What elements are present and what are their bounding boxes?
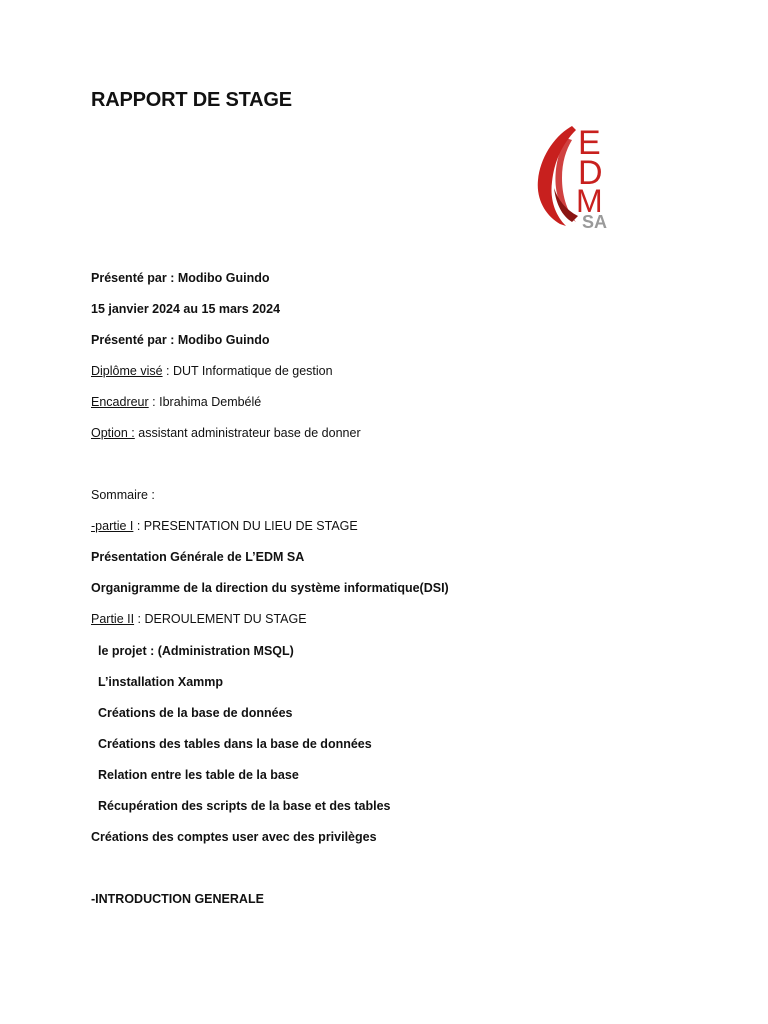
part-1-item: Organigramme de la direction du système informatique(DSI) [91,581,449,595]
part-2-item: Créations de la base de données [98,706,293,720]
document-title: RAPPORT DE STAGE [91,89,292,111]
supervisor-value: : Ibrahima Dembélé [148,395,262,409]
logo-letters-sa: SA [582,212,608,230]
part-1-heading [91,519,358,533]
option-value: assistant administrateur base de donner [134,426,361,440]
part-1-label: -partie I [91,519,134,533]
internship-dates: 15 janvier 2024 au 15 mars 2024 [91,302,281,316]
summary-heading: Sommaire : [91,488,155,502]
part-2-item-last: Créations des comptes user avec des privilèges [91,830,377,844]
logo-letter-d: D [578,154,603,192]
part-2-item: Relation entre les table de la base [98,768,299,782]
diploma-label: Diplôme visé [91,364,163,378]
edm-sa-logo [532,118,628,230]
part-2-item: le projet : (Administration MSQL) [98,644,294,658]
introduction-heading: -INTRODUCTION GENERALE [91,892,264,906]
part-2-item: L’installation Xammp [98,675,224,689]
part-2-item: Récupération des scripts de la base et des tables [98,799,391,813]
option-label: Option : [91,426,135,440]
part-2-title: : DEROULEMENT DU STAGE [134,612,307,626]
part-1-item: Présentation Générale de L’EDM SA [91,550,305,564]
diploma-value: : DUT Informatique de gestion [162,364,333,378]
part-1-title: : PRESENTATION DU LIEU DE STAGE [133,519,358,533]
part-2-item: Créations des tables dans la base de données [98,737,372,751]
presented-by-line: Présenté par : Modibo Guindo [91,271,270,285]
logo-letter-e: E [578,124,601,162]
presented-by-line-2: Présenté par : Modibo Guindo [91,333,270,347]
supervisor-label: Encadreur [91,395,149,409]
supervisor-line [91,395,261,409]
part-2-heading [91,612,307,626]
option-line [91,426,361,440]
part-2-label: Partie II [91,612,135,626]
logo-letter-m: M [576,183,603,219]
diploma-line [91,364,333,378]
